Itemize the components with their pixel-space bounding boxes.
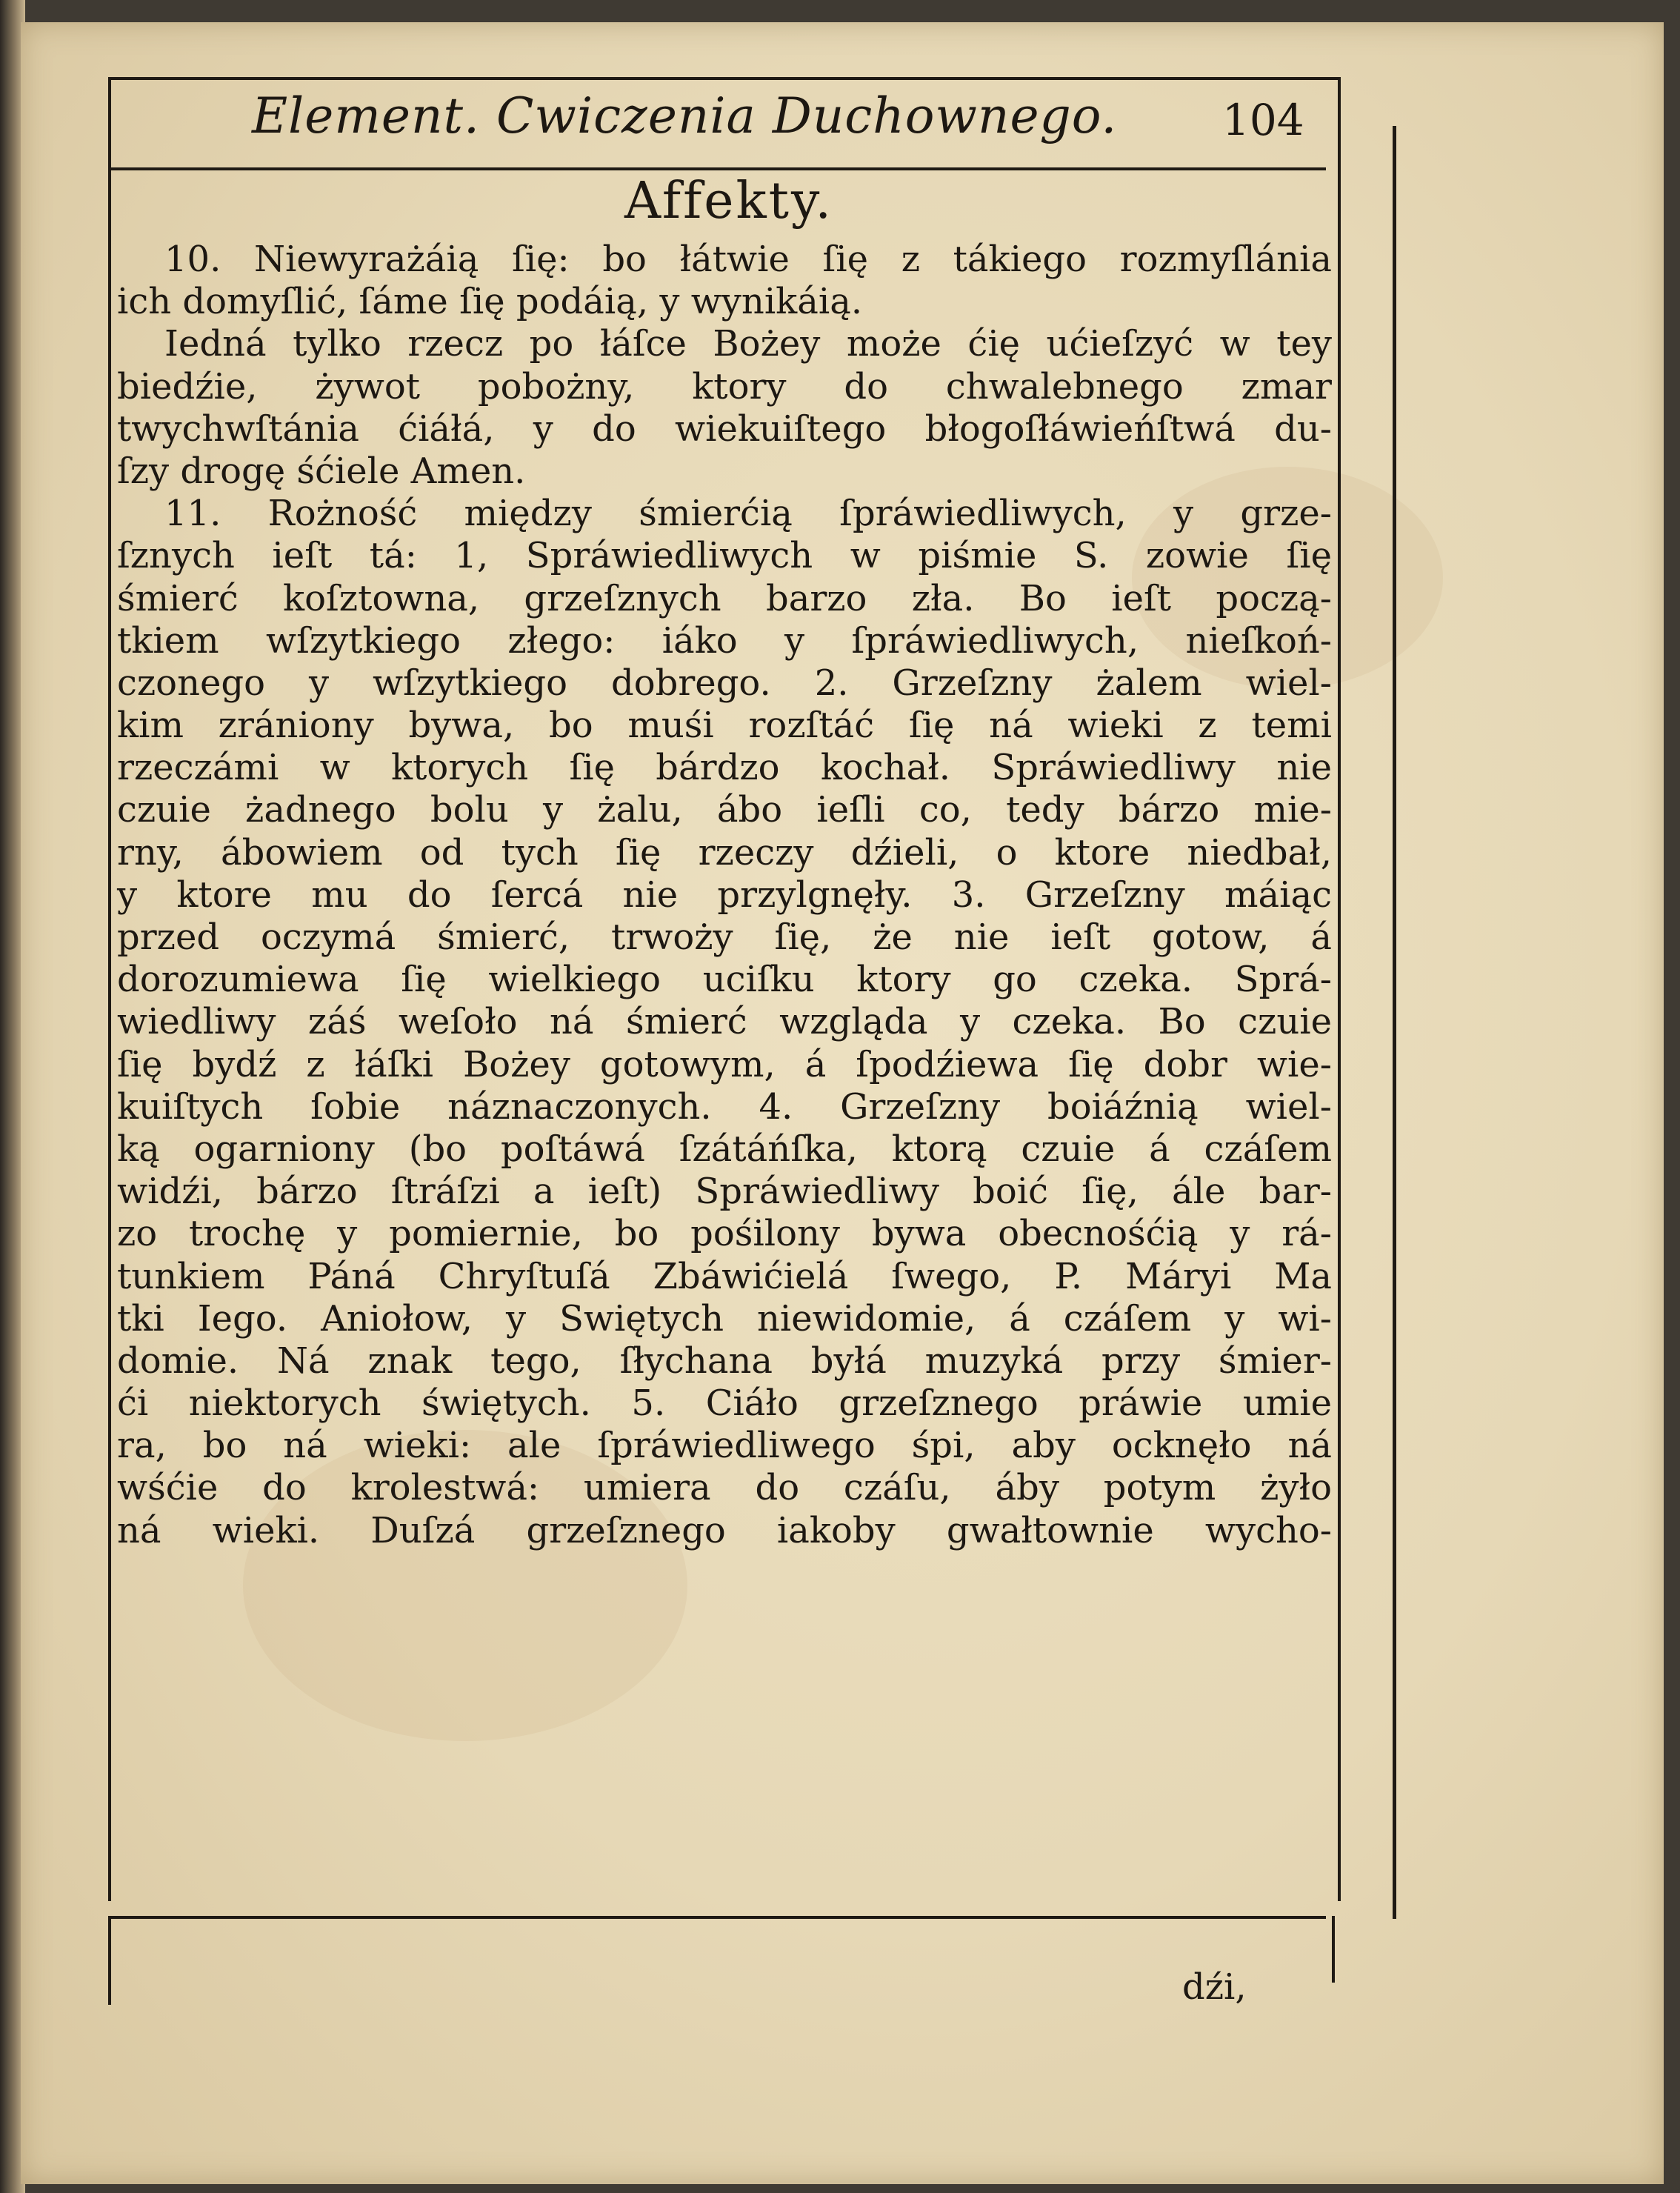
- text-line: ſzy drogę śćiele Amen.: [117, 450, 526, 492]
- text-line: rny, ábowiem od tych ſię rzeczy dźieli, o ktore niedbał,: [117, 831, 1332, 873]
- text-line: biedźie, żywot pobożny, ktory do chwalebnego zmar: [117, 365, 1332, 407]
- text-line: rzeczámi w ktorych ſię bárdzo kochał. Spráwiedliwy nie: [117, 747, 1332, 789]
- catchword: dźi,: [1182, 1966, 1247, 2008]
- page-number: 104: [1222, 95, 1304, 145]
- text-line: ra, bo ná wieki: ale ſpráwiedliwego śpi, aby ocknęło ná: [117, 1425, 1332, 1467]
- frame-right-tail: [1332, 1916, 1335, 1983]
- body-text: [117, 239, 1332, 1552]
- text-line: 10. Niewyrażáią ſię: bo łátwie ſię z tákiego rozmyſlánia: [164, 239, 1332, 280]
- text-line: Iedná tylko rzecz po łáſce Bożey może ćię ućieſzyć w tey: [164, 323, 1332, 365]
- bottom-rule: [111, 1916, 1326, 1919]
- text-line: ich domyſlić, ſáme ſię podáią, y wynikáią.: [117, 281, 863, 323]
- text-line: czuie żadnego bolu y żalu, ábo ieſli co, tedy bárzo mie-: [117, 789, 1332, 831]
- text-line: tki Iego. Aniołow, y Swiętych niewidomie, á czáſem y wi-: [117, 1297, 1332, 1340]
- running-head: Element. Cwiczenia Duchownego.: [252, 87, 1118, 144]
- text-line: ći niektorych świętych. 5. Ciáło grzeſznego práwie umie: [117, 1382, 1332, 1425]
- text-line: ką ogarniony (bo poſtáwá ſzátáńſka, ktorą czuie á czáſem: [117, 1128, 1332, 1170]
- text-line: wiedliwy záś weſoło ná śmierć wzgląda y czeka. Bo czuie: [117, 1001, 1332, 1043]
- frame-left-tail: [108, 1916, 111, 2005]
- text-line: przed oczymá śmierć, trwoży ſię, że nie ieſt gotow, á: [117, 916, 1332, 958]
- section-title: Affekty.: [624, 172, 834, 230]
- text-line: widźi, bárzo ſtráſzi a ieſt) Spráwiedliwy boić ſię, ále bar-: [117, 1171, 1332, 1213]
- text-line: ná wieki. Duſzá grzeſznego iakoby gwałtownie wycho-: [117, 1509, 1332, 1551]
- text-line: kim zrániony bywa, bo muśi rozſtáć ſię ná wieki z temi: [117, 705, 1332, 747]
- text-line: ſznych ieſt tá: 1, Spráwiedliwych w piśmie S. zowie ſię: [117, 535, 1332, 577]
- text-line: kuiſtych ſobie náznaczonych. 4. Grzeſzny boiáźnią wiel-: [117, 1085, 1332, 1128]
- text-line: twychwſtánia ćiáłá, y do wiekuiſtego błogoſłáwieńſtwá du-: [117, 407, 1332, 450]
- text-line: zo trochę y pomiernie, bo pośilony bywa obecnośćią y rá-: [117, 1213, 1332, 1255]
- text-line: y ktore mu do ſercá nie przylgnęły. 3. Grzeſzny máiąc: [117, 873, 1332, 916]
- outer-frame-line: [1393, 126, 1396, 1919]
- text-line: tunkiem Páná Chryſtuſá Zbáwićielá ſwego, P. Máryi Ma: [117, 1255, 1332, 1297]
- text-line: domie. Ná znak tego, ſłychana byłá muzyká przy śmier-: [117, 1340, 1332, 1382]
- text-line: 11. Rożność między śmierćią ſpráwiedliwych, y grze-: [164, 493, 1332, 535]
- text-line: ſię bydź z łáſki Bożey gotowym, á ſpodźiewa ſię dobr wie-: [117, 1043, 1332, 1085]
- text-line: czonego y wſzytkiego dobrego. 2. Grzeſzny żalem wiel-: [117, 662, 1332, 704]
- text-line: tkiem wſzytkiego złego: iáko y ſpráwiedliwych, nieſkoń-: [117, 619, 1332, 662]
- text-line: wśćie do krolestwá: umiera do czáſu, áby potym żyło: [117, 1467, 1332, 1509]
- text-line: dorozumiewa ſię wielkiego uciſku ktory go czeka. Sprá-: [117, 959, 1332, 1001]
- text-line: śmierć koſztowna, grzeſznych barzo zła. Bo ieſt począ-: [117, 577, 1332, 619]
